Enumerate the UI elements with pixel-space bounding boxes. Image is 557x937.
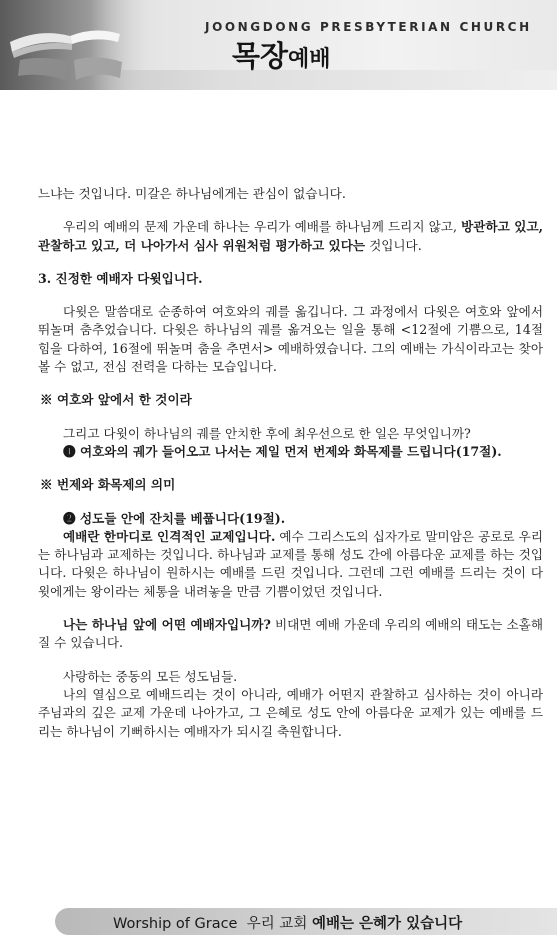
paragraph: 우리의 예배의 문제 가운데 하나는 우리가 예배를 하나님께 드리지 않고, 방관하고 있고, 관찰하고 있고, 더 나아가서 심사 위원처럼 평가하고 있다는 것입니다. [38,219,543,253]
paragraph: 예배란 한마디로 인격적인 교제입니다. 예수 그리스도의 십자가로 말미암은 공로로 우리는 하나님과 교제하는 것입니다. 하나님과 교제를 통해 성도 간에 아름다운 교제를 하는 것입니다. 다윗은 하나님이 원하시는 예배를 드린 것입니다. 그런데 그런 예배를 드리는 것이 다윗에게는 왕이라는 체통을 내려놓을 만큼 기쁨이었던 것입니다. [38,528,543,599]
page-title-sub: 예배 [288,47,331,72]
church-name: JOONGDONG PRESBYTERIAN CHURCH [205,20,532,34]
header-banner [0,0,557,90]
numbered-point: ❷ 성도들 안에 잔치를 베풉니다(19절). [63,510,286,526]
page-title-main: 목장 [232,39,289,73]
paragraph: 나의 열심으로 예배드리는 것이 아니라, 예배가 어떤지 관찰하고 심사하는 것이 아니라 주님과의 깊은 교제 가운데 나아가고, 그 은혜로 성도 안에 아름다운 교제가 있는 예배를 드리는 하나님이 기뻐하시는 예배자가 되시길 축원합니다. [38,686,543,739]
footer-english: Worship of Grace [113,916,238,932]
sub-heading: ※ 번제와 화목제의 의미 [40,477,176,493]
paragraph: 나는 하나님 앞에 어떤 예배자입니까? 비대면 예배 가운데 우리의 예배의 태도는 소홀해 질 수 있습니다. [38,617,543,651]
paragraph: 그리고 다윗이 하나님의 궤를 안치한 후에 최우선으로 한 일은 무엇입니까? [63,425,471,441]
sermon-text [38,185,543,741]
footer-korean-bold: 예배는 은혜가 있습니다 [311,916,463,932]
paragraph: 다윗은 말씀대로 순종하여 여호와의 궤를 옮깁니다. 그 과정에서 다윗은 여호와 앞에서 뛰놀며 춤추었습니다. 다윗은 하나님의 궤를 옮겨오는 일을 통해 <12절에 기쁨으로, 14절 힘을 다하여, 16절에 뛰놀며 춤을 추면서> 예배하였습니다. 그의 예배는 가식이라고는 찾아 볼 수 없고, 전심 전력을 다하는 모습입니다. [38,304,543,375]
bible-hands-photo-icon [0,0,150,90]
section-heading: 3. 진정한 예배자 다윗입니다. [38,270,203,286]
emphasis-text: 방관하고 있고, 관찰하고 있고, 더 나아가서 심사 위원처럼 평가하고 있다는 [38,219,543,253]
numbered-point: ❶ 여호와의 궤가 들어오고 나서는 제일 먼저 번제와 화목제를 드립니다(17절). [63,443,502,459]
paragraph: 느냐는 것입니다. 미갈은 하나님에게는 관심이 없습니다. [38,186,346,201]
footer-korean: 우리 교회 [246,916,312,932]
footer-slogan [113,912,462,933]
emphasis-text: 나는 하나님 앞에 어떤 예배자입니까? [63,617,271,633]
footer-banner [55,908,557,935]
page-title [232,34,331,75]
sub-heading: ※ 여호와 앞에서 한 것이라 [40,392,192,408]
emphasis-text: 예배란 한마디로 인격적인 교제입니다. [63,528,276,544]
paragraph: 사랑하는 중동의 모든 성도님들. [63,668,238,684]
